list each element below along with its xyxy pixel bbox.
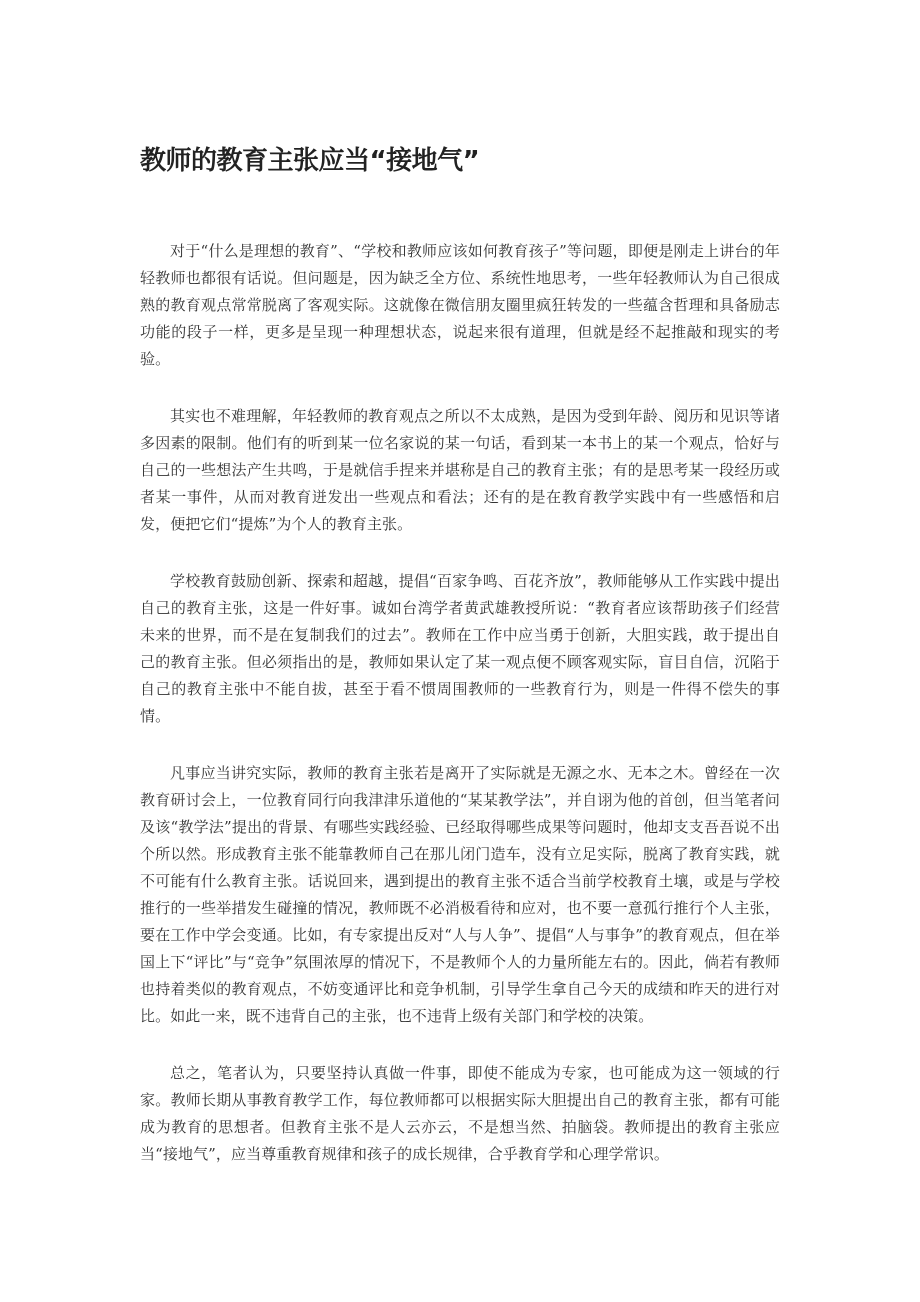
- article-title: 教师的教育主张应当“接地气”: [140, 146, 480, 176]
- paragraph-1: 对于“什么是理想的教育”、“学校和教师应该如何教育孩子”等问题，即便是刚走上讲台的年轻教师也都很有话说。但问题是，因为缺乏全方位、系统性地思考，一些年轻教师认为自己很成熟的教育观点常常脱离了客观实际。这就像在微信朋友圈里疯狂转发的一些蕴含哲理和具备励志功能的段子一样，更多是呈现一种理想状态，说起来很有道理，但就是经不起推敲和现实的考验。: [140, 242, 780, 368]
- paragraph-4: 凡事应当讲究实际，教师的教育主张若是离开了实际就是无源之水、无本之木。曾经在一次教育研讨会上，一位教育同行向我津津乐道他的“某某教学法”，并自诩为他的首创，但当笔者问及该“教学法”提出的背景、有哪些实践经验、已经取得哪些成果等问题时，他却支支吾吾说不出个所以然。形成教育主张不能靠教师自己在那儿闭门造车，没有立足实际，脱离了教育实践，就不可能有什么教育主张。话说回来，遇到提出的教育主张不适合当前学校教育土壤，或是与学校推行的一些举措发生碰撞的情况，教师既不必消极看待和应对，也不要一意孤行推行个人主张，要在工作中学会变通。比如，有专家提出反对“人与人争”、提倡“人与事争”的教育观点，但在举国上下“评比”与“竞争”氛围浓厚的情况下，不是教师个人的力量所能左右的。因此，倘若有教师也持着类似的教育观点，不妨变通评比和竞争机制，引导学生拿自己今天的成绩和昨天的进行对比。如此一来，既不违背自己的主张，也不违背上级有关部门和学校的决策。: [140, 764, 780, 1025]
- article-body: [140, 238, 780, 1198]
- paragraph-3: 学校教育鼓励创新、探索和超越，提倡“百家争鸣、百花齐放”，教师能够从工作实践中提出自己的教育主张，这是一件好事。诚如台湾学者黄武雄教授所说：“教育者应该帮助孩子们经营未来的世界，而不是在复制我们的过去”。教师在工作中应当勇于创新，大胆实践，敢于提出自己的教育主张。但必须指出的是，教师如果认定了某一观点便不顾客观实际，盲目自信，沉陷于自己的教育主张中不能自拔，甚至于看不惯周围教师的一些教育行为，则是一件得不偿失的事情。: [140, 572, 780, 725]
- paragraph-2: 其实也不难理解，年轻教师的教育观点之所以不太成熟，是因为受到年龄、阅历和见识等诸多因素的限制。他们有的听到某一位名家说的某一句话，看到某一本书上的某一个观点，恰好与自己的一些想法产生共鸣，于是就信手捏来并堪称是自己的教育主张；有的是思考某一段经历或者某一事件，从而对教育迸发出一些观点和看法；还有的是在教育教学实践中有一些感悟和启发，便把它们“提炼”为个人的教育主张。: [140, 407, 780, 533]
- paragraph-5: 总之，笔者认为，只要坚持认真做一件事，即使不能成为专家，也可能成为这一领域的行家。教师长期从事教育教学工作，每位教师都可以根据实际大胆提出自己的教育主张，都有可能成为教育的思想者。但教育主张不是人云亦云，不是想当然、拍脑袋。教师提出的教育主张应当“接地气”，应当尊重教育规律和孩子的成长规律，合乎教育学和心理学常识。: [140, 1064, 780, 1163]
